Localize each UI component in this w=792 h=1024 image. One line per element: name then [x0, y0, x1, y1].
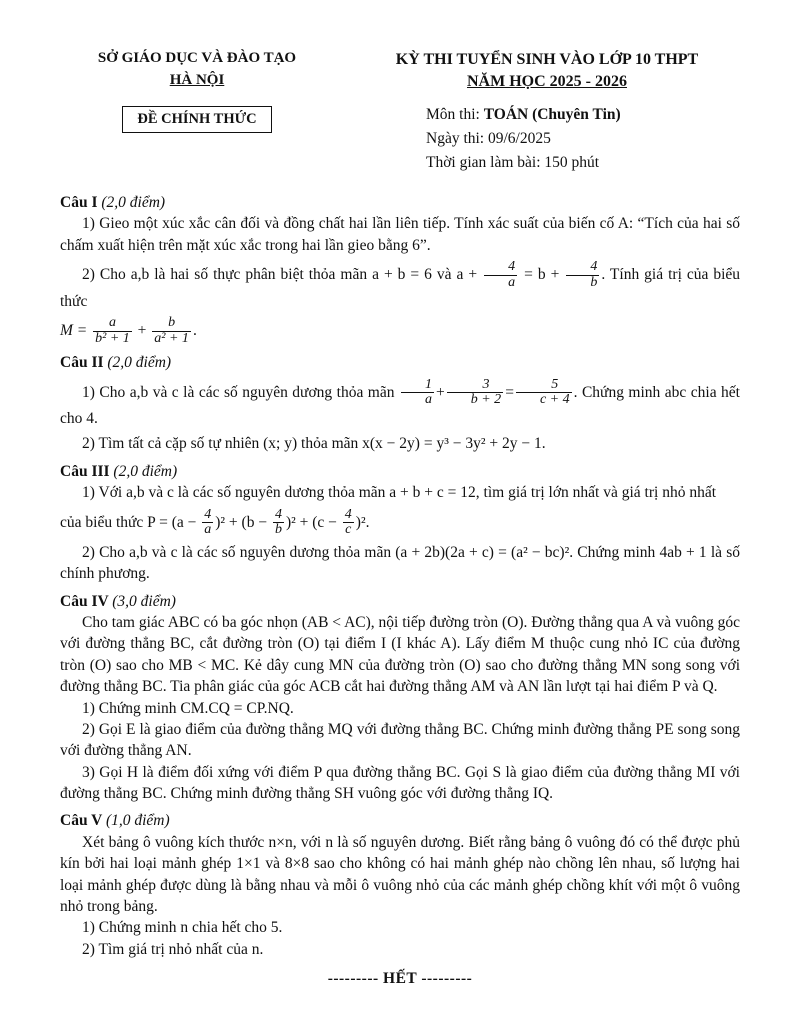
exam-info-block	[332, 48, 762, 175]
fraction	[343, 508, 354, 538]
question-2-heading	[60, 352, 740, 373]
fraction-denominator: a	[204, 522, 212, 538]
official-badge: ĐỀ CHÍNH THỨC	[122, 106, 271, 133]
fraction-denominator: b	[274, 522, 282, 538]
fraction-numerator: 4	[344, 506, 352, 522]
fraction-numerator: 4	[274, 506, 282, 522]
fraction	[401, 378, 434, 408]
q1-part-2-text-a: 2) Cho a,b là hai số thực phân biệt thỏa mãn a + b = 6 và a +	[82, 265, 478, 283]
q1-part-2-text-b: = b +	[524, 265, 560, 283]
department-city: HÀ NỘI	[169, 71, 225, 88]
fraction-denominator: a	[424, 392, 432, 408]
fraction-numerator: 5	[516, 378, 572, 394]
period: .	[192, 321, 197, 339]
question-4-heading	[60, 591, 740, 612]
q3-expression-p	[60, 508, 740, 538]
q4-part-2: 2) Gọi E là giao điểm của đường thẳng MQ với đường thẳng BC. Chứng minh đường thẳng PE song song với đường thẳng AN.	[60, 720, 740, 760]
fraction	[152, 316, 191, 346]
fraction-denominator: a² + 1	[154, 330, 189, 346]
fraction-denominator: b² + 1	[95, 330, 130, 346]
exam-meta	[426, 103, 762, 175]
exam-content	[60, 186, 740, 989]
question-points: (2,0 điểm)	[107, 354, 172, 372]
fraction-denominator: b + 2	[470, 392, 502, 408]
fraction	[566, 260, 599, 290]
question-title: Câu I	[60, 194, 98, 211]
end-marker: --------- HẾT ---------	[327, 970, 473, 987]
expr-text: )².	[355, 513, 370, 531]
q1-part-1: 1) Gieo một xúc xắc cân đối và đồng chất hai lần liên tiếp. Tính xác suất của biến cố A: “Tích của hai số chấm xuất hiện trên mặt xúc xắc trong hai lần gieo bằng 6”.	[60, 215, 740, 254]
q1-part-2-text-c: . Tính giá trị của biểu thức	[60, 265, 741, 310]
exam-header	[0, 48, 792, 188]
subject-line	[426, 103, 762, 127]
question-title: Câu III	[60, 462, 110, 480]
q2-part-1-text: 1) Cho a,b và c là các số nguyên dương thỏa mãn	[82, 383, 395, 401]
q1-expression-m	[60, 316, 740, 346]
exam-duration: Thời gian làm bài: 150 phút	[426, 154, 600, 172]
fraction	[516, 378, 572, 408]
exam-title: KỲ THI TUYỂN SINH VÀO LỚP 10 THPT	[395, 51, 699, 68]
q5-intro: Xét bảng ô vuông kích thước n×n, với n là số nguyên dương. Biết rằng bảng ô vuông đó có thể được phủ kín bởi hai loại mảnh ghép 1×1 và 8×8 sao cho không có hai mảnh ghép nào chồng lên nhau, số lượng hai loại mảnh ghép được dùng là bằng nhau và mỗi ô vuông nhỏ của các mảnh ghép chồng khít với một ô vuông nhỏ trong bảng.	[60, 833, 740, 915]
subject-name: TOÁN (Chuyên Tin)	[483, 106, 621, 124]
department-block	[72, 48, 322, 133]
question-5-heading	[60, 810, 740, 831]
fraction-numerator: 4	[204, 506, 212, 522]
fraction-numerator: 3	[447, 378, 503, 394]
question-title: Câu V	[60, 812, 103, 830]
q1-part-2	[60, 260, 740, 312]
plus-sign: +	[137, 321, 147, 339]
fraction-numerator: b	[152, 316, 191, 332]
school-year: NĂM HỌC 2025 - 2026	[467, 73, 627, 91]
q3-part-1: 1) Với a,b và c là các số nguyên dương thỏa mãn a + b + c = 12, tìm giá trị lớn nhất và giá trị nhỏ nhất	[82, 484, 717, 502]
q2-part-2: 2) Tìm tất cả cặp số tự nhiên (x; y) thỏa mãn x(x − 2y) = y³ − 3y² + 2y − 1.	[82, 435, 546, 453]
subject-label: Môn thi:	[426, 106, 480, 124]
question-points: (3,0 điểm)	[112, 592, 176, 610]
fraction-numerator: 1	[401, 378, 434, 394]
fraction-numerator: 4	[566, 260, 599, 276]
q5-part-1: 1) Chứng minh n chia hết cho 5.	[82, 919, 283, 937]
fraction	[273, 508, 284, 538]
q3-part-2: 2) Cho a,b và c là các số nguyên dương thỏa mãn (a + 2b)(2a + c) = (a² − bc)². Chứng minh 4ab + 1 là số chính phương.	[60, 543, 740, 583]
q4-part-3: 3) Gọi H là điểm đối xứng với điểm P qua đường thẳng BC. Gọi S là giao điểm của đường thẳng MI với đường thẳng BC. Chứng minh đường thẳng SH vuông góc với đường thẳng IQ.	[60, 763, 740, 802]
q2-part-1: 1) Cho a,b và c là các số nguyên dương thỏa mãn $\frac{1}{a}$ + $\frac{3}{b + 2}$ = $\frac{5}{c + 4}$ . Chứng minh abc chia hết cho 4.	[60, 376, 740, 427]
fraction-denominator: a	[508, 274, 516, 290]
q5-part-2: 2) Tìm giá trị nhỏ nhất của n.	[82, 940, 264, 958]
fraction-denominator: c	[345, 522, 352, 538]
expr-text: )² + (c −	[285, 513, 337, 531]
question-1-heading	[60, 192, 740, 213]
fraction-numerator: 4	[484, 260, 517, 276]
question-title: Câu IV	[60, 592, 109, 610]
fraction	[447, 378, 503, 408]
fraction	[93, 316, 132, 346]
question-points: (2,0 điểm)	[101, 194, 166, 211]
question-points: (2,0 điểm)	[113, 462, 178, 480]
q2-part-1-tail: . Chứng minh abc chia hết cho 4.	[60, 383, 740, 427]
fraction-denominator: c + 4	[539, 392, 570, 408]
fraction	[484, 260, 517, 290]
q4-intro: Cho tam giác ABC có ba góc nhọn (AB < AC), nội tiếp đường tròn (O). Đường thẳng qua A và vuông góc với đường thẳng BC, cắt đường tròn (O) tại điểm I (I khác A). Lấy điểm M thuộc cung nhỏ IC của đường tròn (O) sao cho MB < MC. Kẻ dây cung MN của đường tròn (O) sao cho đường thẳng MN song song với đường thẳng BC. Tia phân giác của góc ACB cắt hai đường thẳng AM và AN lần lượt tại hai điểm P và Q.	[60, 614, 740, 696]
fraction-denominator: b	[590, 274, 598, 290]
department-name: SỞ GIÁO DỤC VÀ ĐÀO TẠO	[97, 50, 297, 66]
question-3-heading	[60, 461, 740, 482]
expr-text: )² + (b −	[215, 513, 268, 531]
question-points: (1,0 điểm)	[105, 812, 170, 830]
expression-label: M =	[60, 321, 88, 339]
expr-text: của biểu thức P = (a −	[60, 513, 197, 531]
exam-date: Ngày thi: 09/6/2025	[426, 130, 551, 148]
question-title: Câu II	[60, 354, 104, 372]
fraction	[202, 508, 213, 538]
fraction-numerator: a	[93, 316, 132, 332]
q4-part-1: 1) Chứng minh CM.CQ = CP.NQ.	[82, 699, 294, 717]
